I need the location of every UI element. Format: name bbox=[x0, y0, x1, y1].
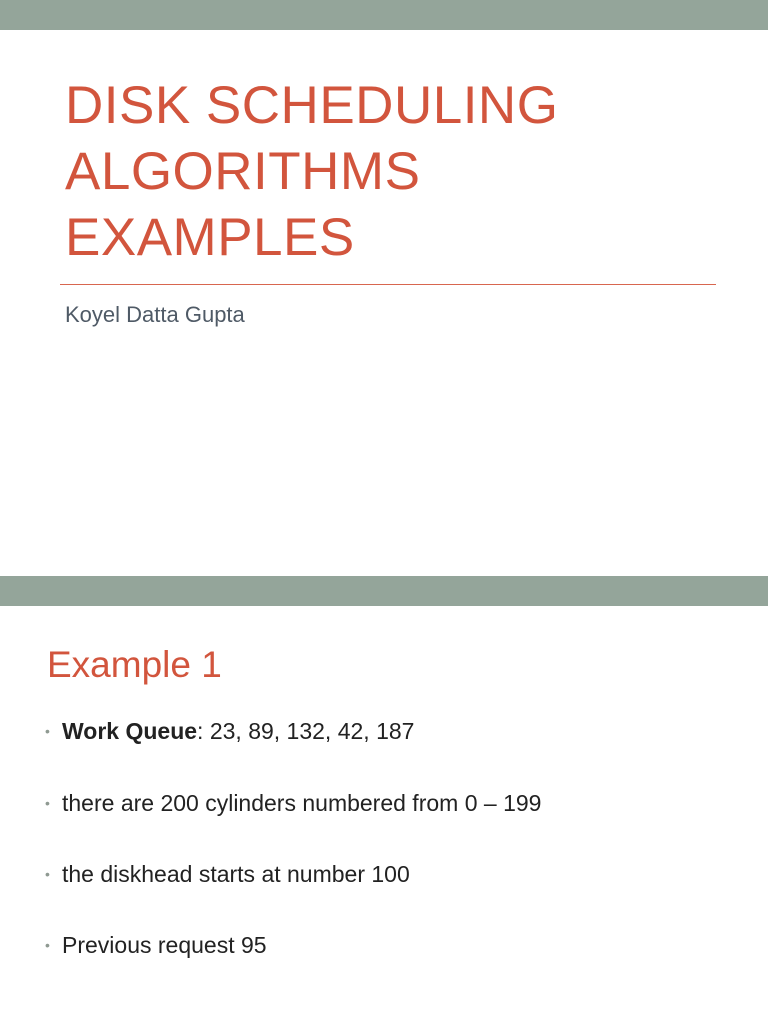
bullet-list bbox=[0, 576, 768, 1024]
bullet-marker-icon: • bbox=[45, 795, 50, 811]
bullet-item bbox=[45, 857, 410, 891]
bullet-item bbox=[45, 786, 541, 820]
bullet-item bbox=[45, 928, 267, 962]
bullet-item bbox=[45, 714, 414, 748]
bullet-marker-icon: • bbox=[45, 723, 50, 739]
bullet-text: there are 200 cylinders numbered from 0 – 199 bbox=[62, 790, 542, 816]
bullet-value: : 23, 89, 132, 42, 187 bbox=[197, 718, 415, 744]
bullet-text: the diskhead starts at number 100 bbox=[62, 861, 410, 887]
slide-heading: Example 1 bbox=[47, 644, 222, 685]
bullet-marker-icon: • bbox=[45, 866, 50, 882]
author-subtitle: Koyel Datta Gupta bbox=[65, 302, 245, 327]
bullet-text: Previous request 95 bbox=[62, 932, 267, 958]
example-slide bbox=[0, 576, 768, 1024]
title-line-2: ALGORITHMS bbox=[65, 142, 421, 201]
title-line-3: EXAMPLES bbox=[65, 208, 355, 267]
title-line-1: DISK SCHEDULING bbox=[65, 76, 559, 135]
bullet-text bbox=[62, 714, 414, 748]
bullet-bold-label: Work Queue bbox=[62, 718, 198, 744]
slide-title bbox=[65, 73, 725, 271]
title-divider bbox=[60, 284, 716, 285]
slide-top-bar bbox=[0, 0, 768, 30]
bullet-marker-icon: • bbox=[45, 937, 50, 953]
